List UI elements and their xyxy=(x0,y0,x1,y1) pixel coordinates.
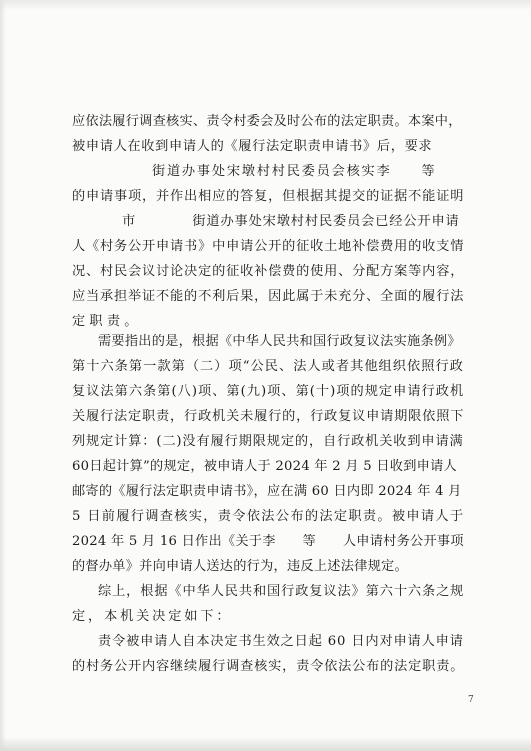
body-line-9: 定职责。 xyxy=(72,314,142,329)
body-line-5: 市 街道办事处宋墩村村民委员会已经公开申请 xyxy=(122,214,460,229)
scan-edge-left xyxy=(0,0,6,751)
body-line-4: 的申请事项，并作出相应的答复，但根据其提交的证据不能证明 xyxy=(72,189,465,204)
body-line-2: 被申请人在收到申请人的《履行法定职责申请书》后，要求 xyxy=(72,139,433,154)
body-line-10: 需要指出的是，根据《中华人民共和国行政复议法实施条例》 xyxy=(98,334,461,349)
body-line-17: 5 日前履行调查核实，责令依法公布的法定职责。被申请人于 xyxy=(72,509,465,524)
body-line-14: 列规定计算：(二)没有履行期限规定的，自行政机关收到申请满 xyxy=(72,434,464,449)
scan-edge-top xyxy=(0,0,531,10)
body-line-6: 人《村务公开申请书》中申请公开的征收土地补偿费用的收支情 xyxy=(72,239,465,254)
body-line-1: 应依法履行调查核实、责令村委会及时公布的法定职责。本案中， xyxy=(72,114,462,129)
page-number: 7 xyxy=(468,695,474,705)
body-line-13: 关履行法定职责，行政机关未履行的，行政复议申请期限依照下 xyxy=(72,409,465,424)
body-line-7: 况、村民会议讨论决定的征收补偿费的使用、分配方案等内容， xyxy=(72,264,465,279)
body-line-12: 复议法第六条第(八)项、第(九)项、第(十)项的规定申请行政机 xyxy=(72,384,465,399)
body-line-21: 定，本机关决定如下： xyxy=(72,609,233,624)
body-line-19: 的督办单》并向申请人送达的行为，违反上述法律规定。 xyxy=(72,559,408,574)
body-line-8: 应当承担举证不能的不利后果，因此属于未充分、全面的履行法 xyxy=(72,289,465,304)
body-line-11: 第十六条第一款第（二）项“公民、法人或者其他组织依照行政 xyxy=(72,359,464,374)
body-line-20: 综上，根据《中华人民共和国行政复议法》第六十六条之规 xyxy=(98,584,465,599)
body-line-16: 邮寄的《履行法定职责申请书》，应在满 60 日内即 2024 年 4 月 xyxy=(72,484,462,499)
body-line-23: 的村务公开内容继续履行调查核实，责令依法公布的法定职责。 xyxy=(72,659,465,674)
body-line-22: 责令被申请人自本决定书生效之日起 60 日内对申请人申请 xyxy=(98,634,464,649)
scan-edge-bottom xyxy=(0,737,531,751)
body-line-15: 60日起计算”的规定，被申请人于 2024 年 2 月 5 日收到申请人 xyxy=(72,459,457,474)
body-line-3: 街道办事处宋墩村村民委员会核实李 等 xyxy=(152,164,437,179)
body-line-18: 2024 年 5 月 16 日作出《关于李 等 人申请村务公开事项 xyxy=(72,534,464,549)
